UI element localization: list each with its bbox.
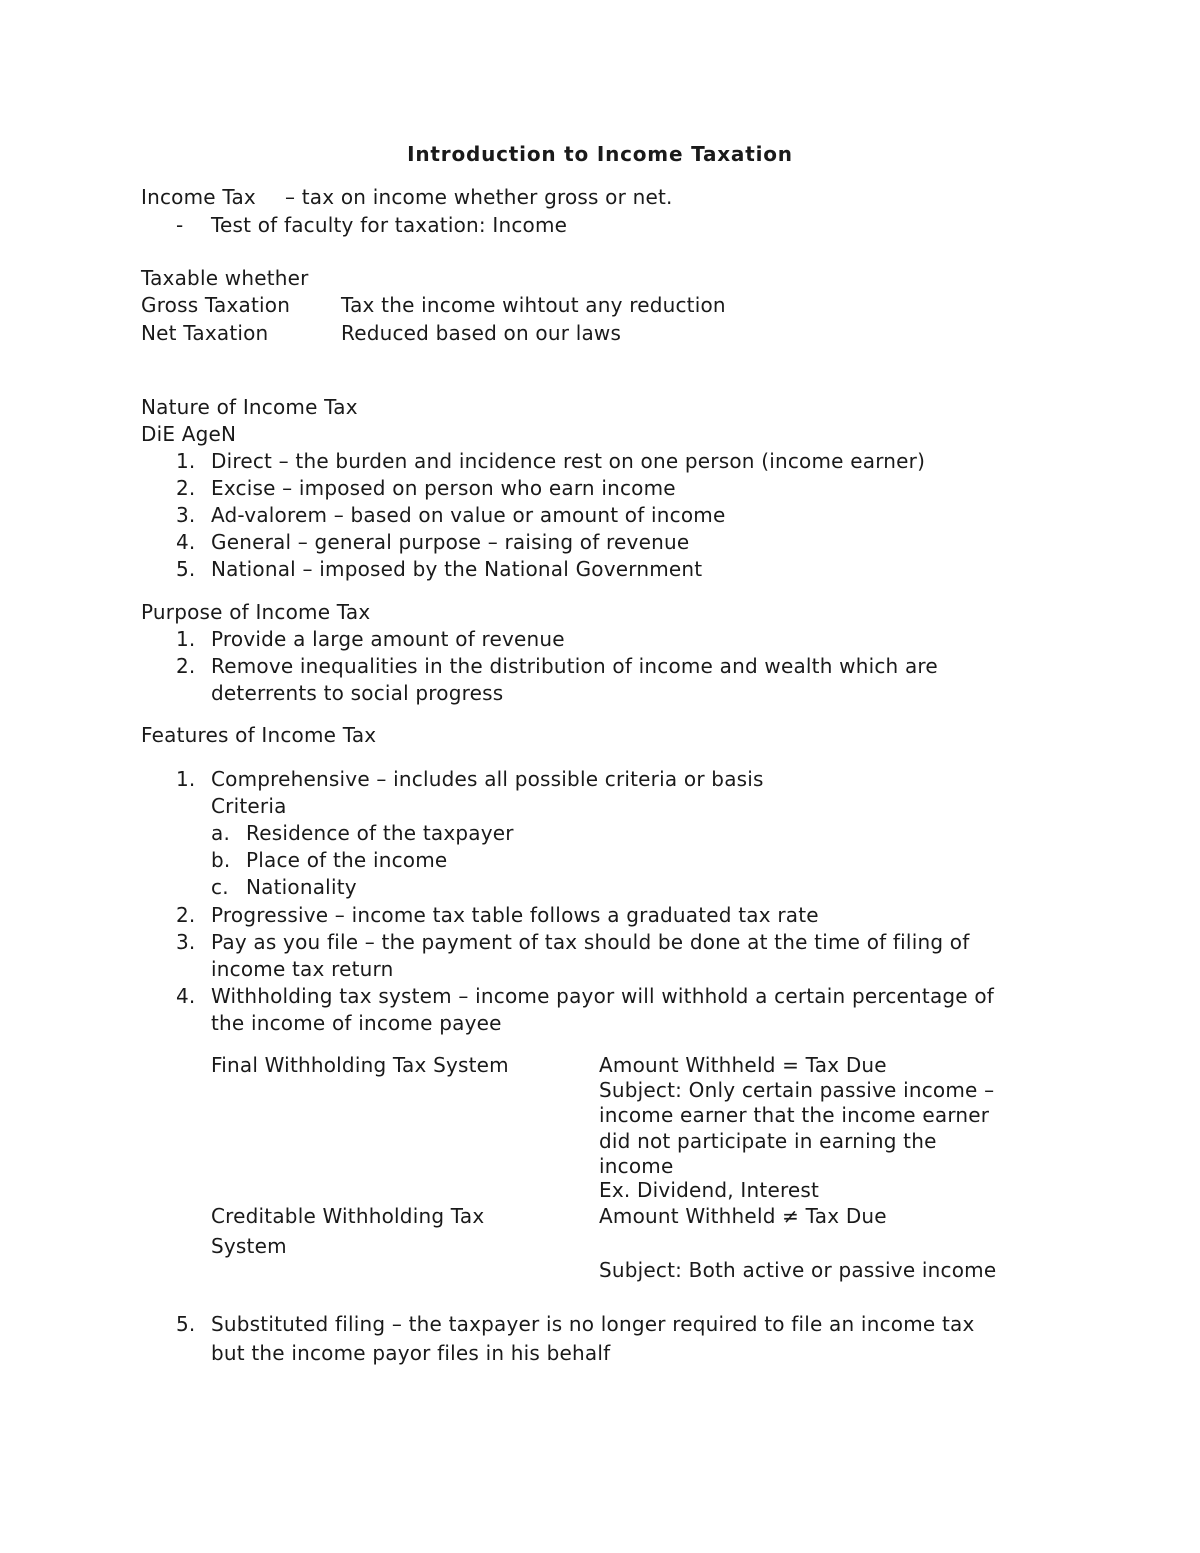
nature-mnemonic: DiE AgeN [141,422,237,446]
final-withholding-line: income earner that the income earner [599,1103,990,1127]
creditable-withholding-label-cont: System [211,1234,287,1258]
criteria-letter: b. [211,848,231,872]
creditable-withholding-equation: Amount Withheld ≠ Tax Due [599,1204,887,1228]
purpose-item-text: Remove inequalities in the distribution of income and wealth which are [211,654,938,678]
dash-bullet: - [176,213,184,237]
nature-item-text: Excise – imposed on person who earn income [211,476,676,500]
nature-item-text: General – general purpose – raising of revenue [211,530,690,554]
feature-item-text: Pay as you file – the payment of tax should be done at the time of filing of [211,930,970,954]
feature-item-text-cont: but the income payor files in his behalf [211,1341,611,1365]
nature-item-number: 5. [176,557,196,581]
net-taxation-desc: Reduced based on our laws [341,321,622,345]
feature-item-number: 2. [176,903,196,927]
feature-item-text: Withholding tax system – income payor will withhold a certain percentage of [211,984,995,1008]
gross-taxation-desc: Tax the income wihtout any reduction [341,293,726,317]
final-withholding-line: Amount Withheld = Tax Due [599,1053,887,1077]
nature-item-number: 3. [176,503,196,527]
criteria-letter: c. [211,875,229,899]
feature-item-text: Comprehensive – includes all possible criteria or basis [211,767,764,791]
criteria-text: Nationality [246,875,357,899]
faculty-test-text: Test of faculty for taxation: Income [211,213,568,237]
creditable-withholding-subject: Subject: Both active or passive income [599,1258,997,1282]
purpose-item-number: 1. [176,627,196,651]
final-withholding-line: Subject: Only certain passive income – [599,1078,995,1102]
nature-item-number: 1. [176,449,196,473]
feature-item-text: Substituted filing – the taxpayer is no longer required to file an income tax [211,1312,975,1336]
purpose-item-text-cont: deterrents to social progress [211,681,504,705]
final-withholding-line: income [599,1154,674,1178]
nature-item-text: National – imposed by the National Government [211,557,703,581]
final-withholding-line: Ex. Dividend, Interest [599,1178,820,1202]
nature-item-text: Ad-valorem – based on value or amount of income [211,503,726,527]
criteria-label: Criteria [211,794,287,818]
final-withholding-line: did not participate in earning the [599,1129,937,1153]
income-tax-term: Income Tax [141,185,256,209]
nature-heading: Nature of Income Tax [141,395,358,419]
purpose-item-number: 2. [176,654,196,678]
feature-item-text-cont: income tax return [211,957,394,981]
purpose-item-text: Provide a large amount of revenue [211,627,565,651]
creditable-withholding-label: Creditable Withholding Tax [211,1204,485,1228]
nature-item-text: Direct – the burden and incidence rest on one person (income earner) [211,449,926,473]
criteria-text: Place of the income [246,848,448,872]
feature-item-number: 4. [176,984,196,1008]
features-heading: Features of Income Tax [141,723,377,747]
criteria-text: Residence of the taxpayer [246,821,514,845]
feature-item-text-cont: the income of income payee [211,1011,502,1035]
feature-item-number: 5. [176,1312,196,1336]
feature-item-text: Progressive – income tax table follows a graduated tax rate [211,903,819,927]
nature-item-number: 4. [176,530,196,554]
net-taxation-term: Net Taxation [141,321,269,345]
nature-item-number: 2. [176,476,196,500]
purpose-heading: Purpose of Income Tax [141,600,371,624]
criteria-letter: a. [211,821,231,845]
feature-item-number: 3. [176,930,196,954]
income-tax-definition: – tax on income whether gross or net. [285,185,673,209]
taxable-heading: Taxable whether [141,266,309,290]
final-withholding-label: Final Withholding Tax System [211,1053,509,1077]
feature-item-number: 1. [176,767,196,791]
page-title: Introduction to Income Taxation [407,142,793,166]
gross-taxation-term: Gross Taxation [141,293,291,317]
